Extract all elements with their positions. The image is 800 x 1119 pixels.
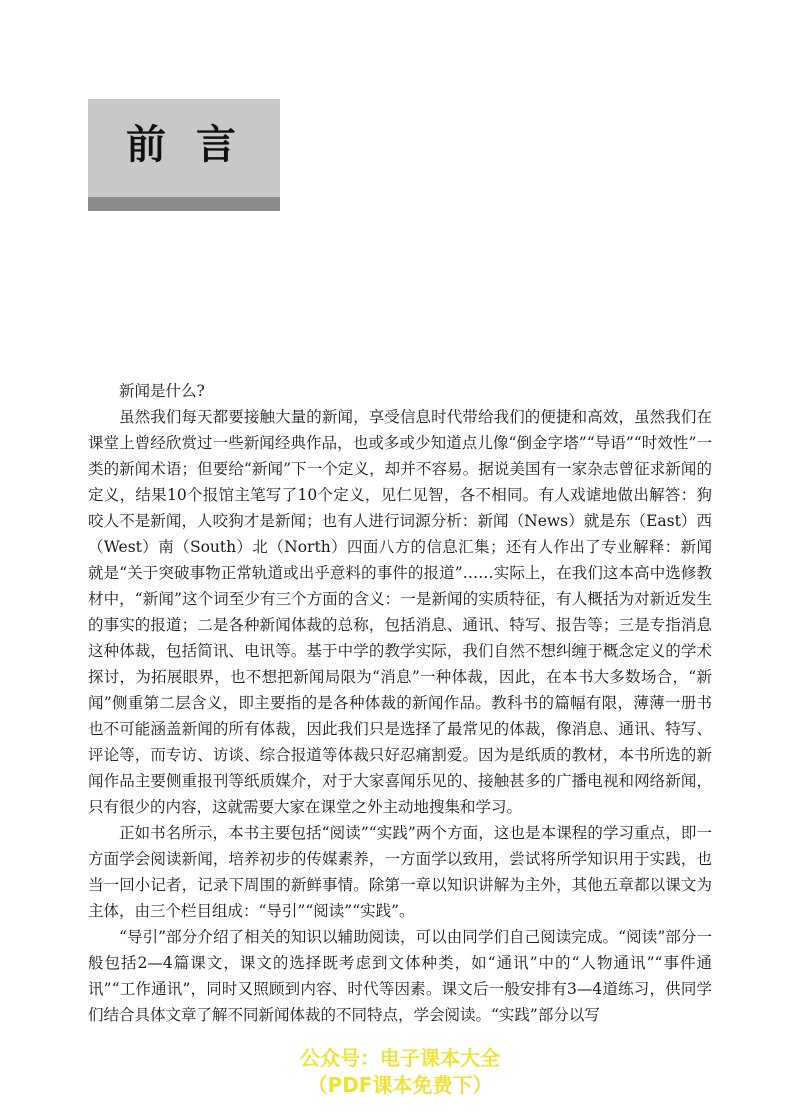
footer-watermark-line1: 公众号：电子课本大全 <box>300 1046 500 1070</box>
paragraph-definition: 虽然我们每天都要接触大量的新闻，享受信息时代带给我们的便捷和高效，虽然我们在课堂上曾经欣赏过一些新闻经典作品，也或多或少知道点儿像“倒金字塔”“导语”“时效性”一类的新闻术语；但要给“新闻”下一个定义，却并不容易。据说美国有一家杂志曾征求新闻的定义，结果10个报馆主笔写了10个定义，见仁见智，各不相同。有人戏谑地做出解答：狗咬人不是新闻，人咬狗才是新闻；也有人进行词源分析：新闻（News）就是东（East）西（West）南（South）北（North）四面八方的信息汇集；还有人作出了专业解释：新闻就是“关于突破事物正常轨道或出乎意料的事件的报道”……实际上，在我们这本高中选修教材中，“新闻”这个词至少有三个方面的含义：一是新闻的实质特征，有人概括为对新近发生的事实的报道；二是各种新闻体裁的总称，包括消息、通讯、特写、报告等；三是专指消息这种体裁，包括简讯、电讯等。基于中学的教学实际，我们自然不想纠缠于概念定义的学术探讨，为拓展眼界，也不想把新闻局限为“消息”一种体裁，因此，在本书大多数场合，“新闻”侧重第二层含义，即主要指的是各种体裁的新闻作品。教科书的篇幅有限，薄薄一册书也不可能涵盖新闻的所有体裁，因此我们只是选择了最常见的体裁，像消息、通讯、特写、评论等，而专访、访谈、综合报道等体裁只好忍痛割爱。因为是纸质的教材，本书所选的新闻作品主要侧重报刊等纸质媒介，对于大家喜闻乐见的、接触甚多的广播电视和网络新闻，只有很少的内容，这就需要大家在课堂之外主动地搜集和学习。 <box>88 408 712 816</box>
paragraph-sections: “导引”部分介绍了相关的知识以辅助阅读，可以由同学们自己阅读完成。“阅读”部分一般包括2—4篇课文，课文的选择既考虑到文体种类，如“通讯”中的“人物通讯”“事件通讯”“工作通讯”，同时又照顾到内容、时代等因素。课文后一般安排有3—4道练习，供同学们结合具体文章了解不同新闻体裁的不同特点，学会阅读。“实践”部分以写 <box>88 928 712 1024</box>
chapter-heading-box <box>88 99 280 211</box>
heading-shadow-bar <box>88 197 280 211</box>
chapter-title: 前言 <box>126 121 266 168</box>
paragraph-book-structure: 正如书名所示，本书主要包括“阅读”“实践”两个方面，这也是本课程的学习重点，即一方面学会阅读新闻，培养初步的传媒素养，一方面学以致用，尝试将所学知识用于实践，也当一回小记者，记录下周围的新鲜事情。除第一章以知识讲解为主外，其他五章都以课文为主体，由三个栏目组成：“导引”“阅读”“实践”。 <box>88 824 712 920</box>
paragraph-question: 新闻是什么? <box>119 382 205 400</box>
footer-watermark-line2: （PDF课本免费下） <box>307 1073 493 1097</box>
preface-body <box>88 378 712 1028</box>
